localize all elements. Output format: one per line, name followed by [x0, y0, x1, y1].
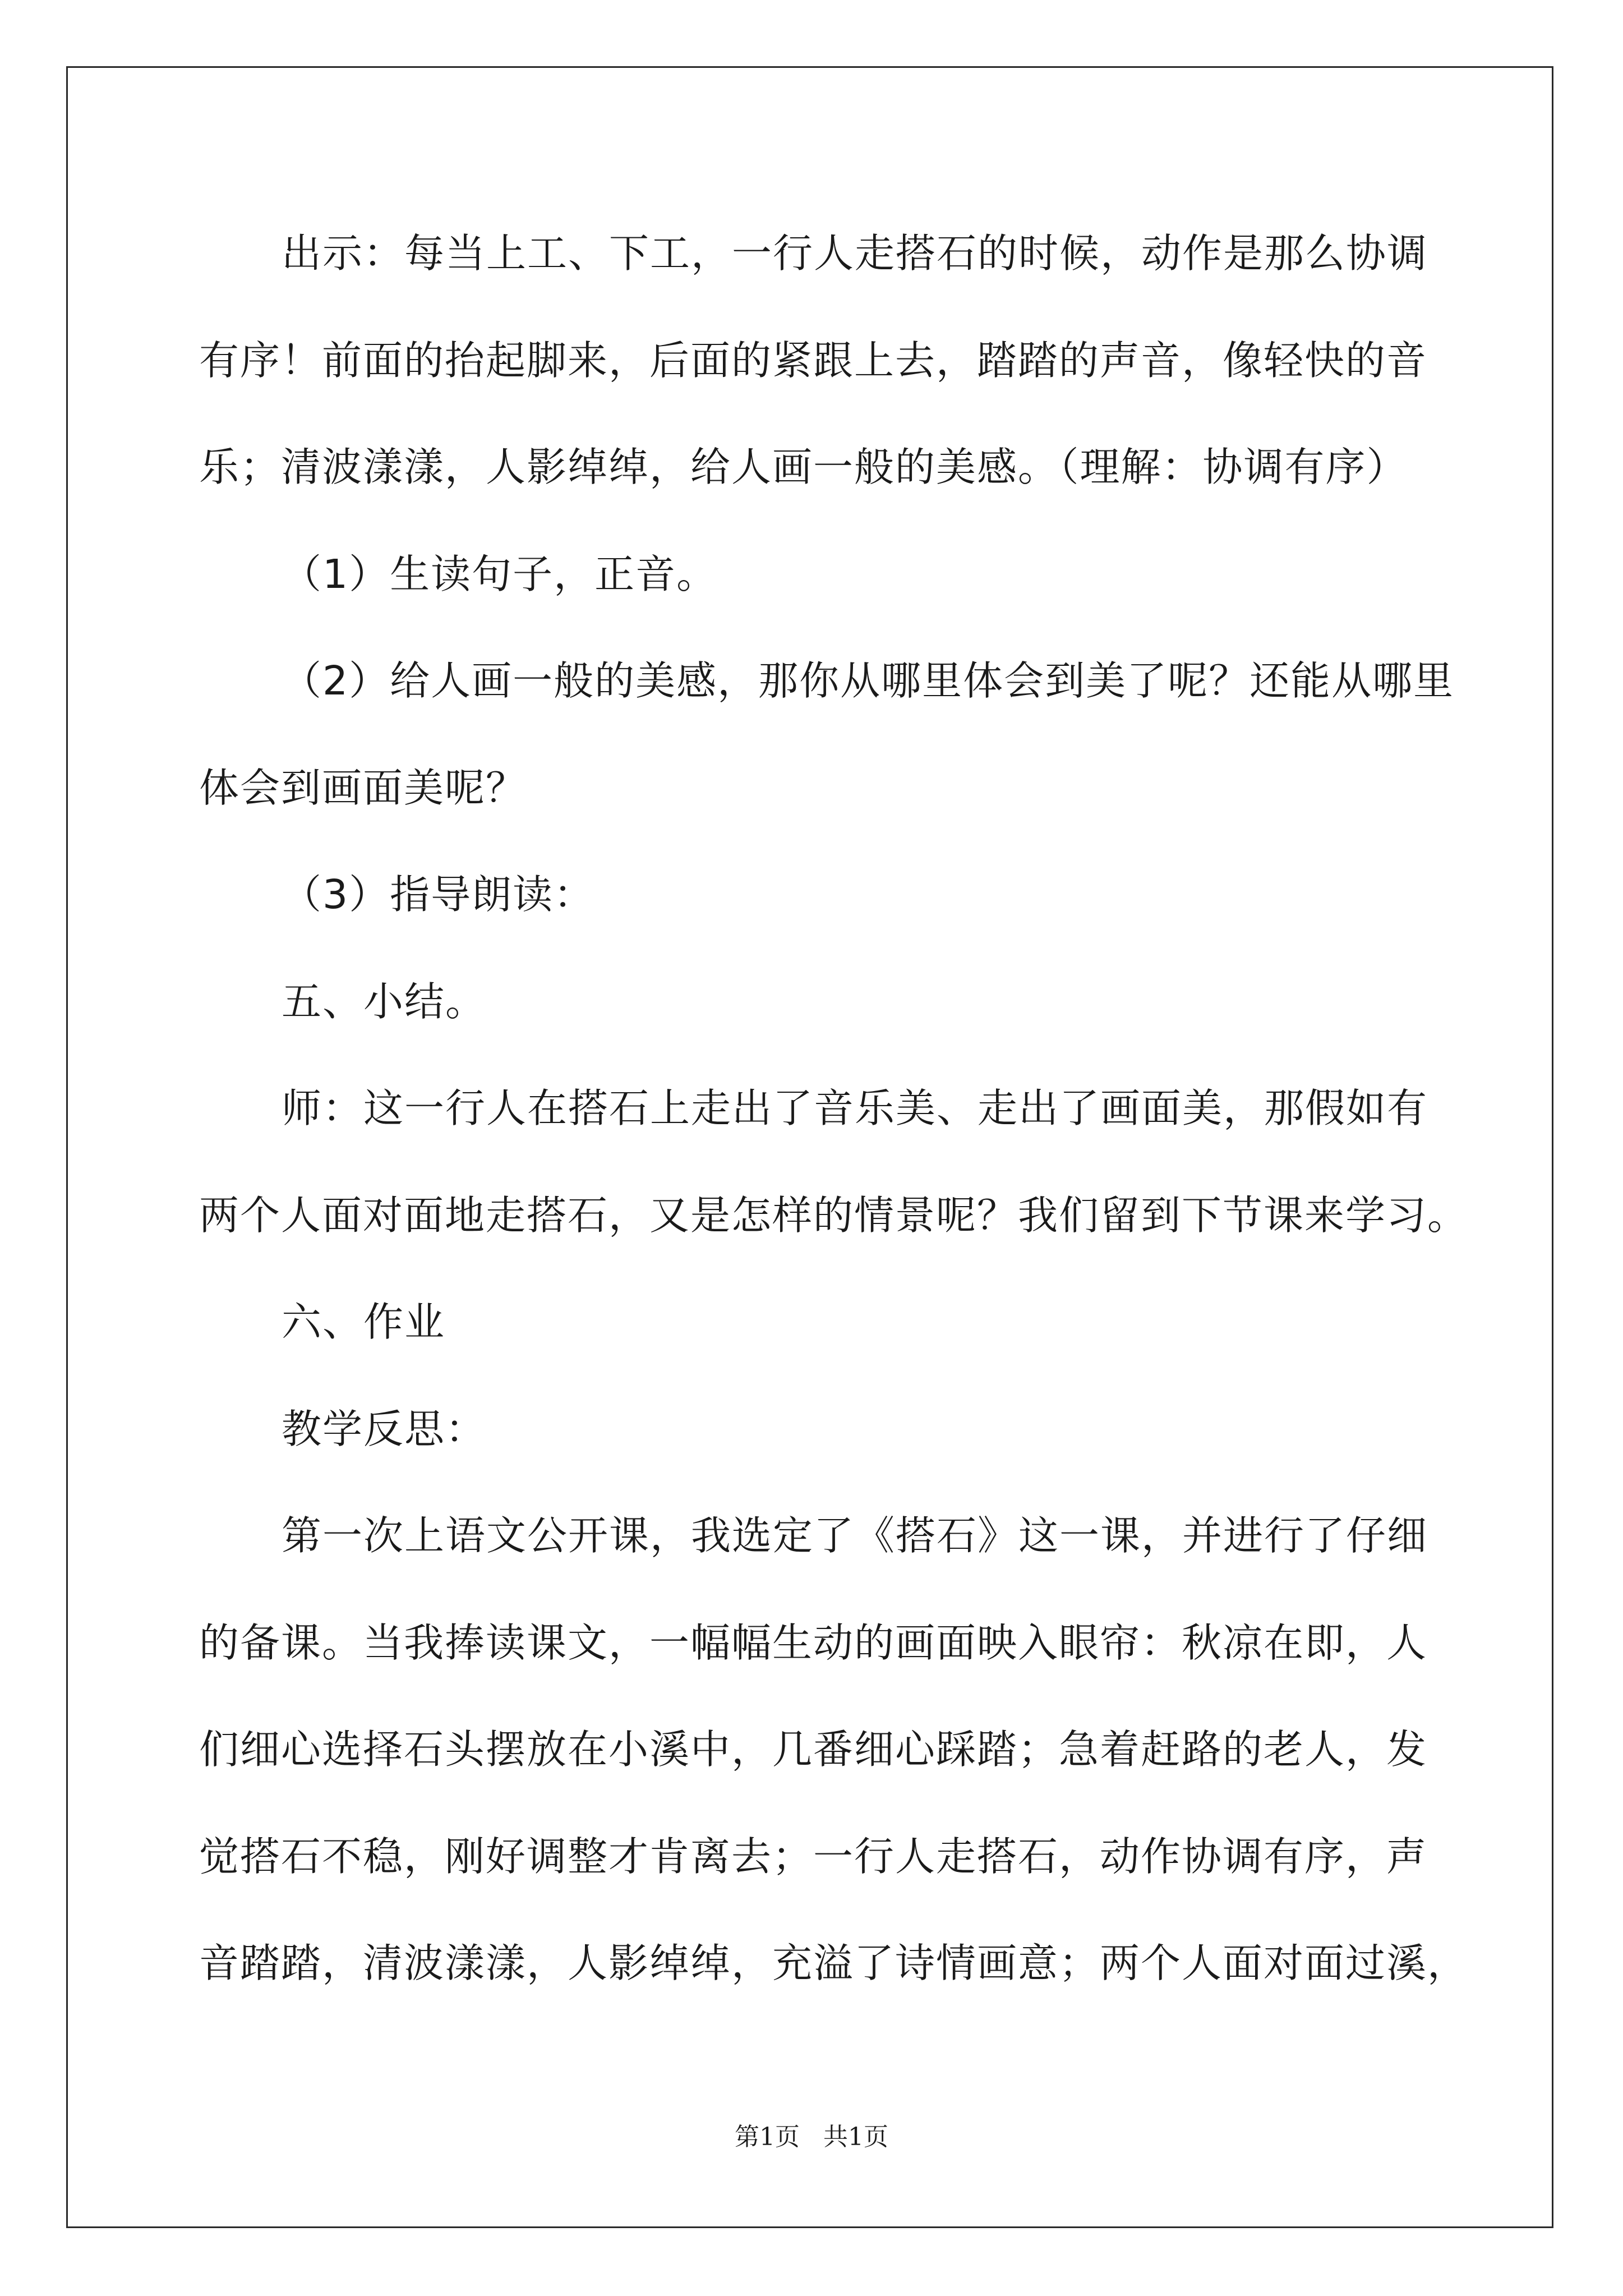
- paragraph-line: 的备课。当我捧读课文，一幅幅生动的画面映入眼帘：秋凉在即，人: [199, 1619, 1428, 1666]
- paragraph-line: 两个人面对面地走搭石，又是怎样的情景呢？我们留到下节课来学习。: [199, 1192, 1469, 1239]
- paragraph-line: 乐；清波漾漾，人影绰绰，给人画一般的美感。（理解：协调有序）: [199, 444, 1408, 490]
- paragraph-line: 觉搭石不稳，刚好调整才肯离去；一行人走搭石，动作协调有序，声: [199, 1833, 1428, 1880]
- paragraph-line: 第一次上语文公开课，我选定了《搭石》这一课，并进行了仔细: [282, 1512, 1428, 1559]
- page-border: [66, 66, 1553, 2228]
- page-footer: 第1页 共1页: [735, 2123, 888, 2151]
- section-heading: 五、小结。: [282, 978, 487, 1025]
- section-heading: 六、作业: [282, 1299, 446, 1345]
- paragraph-line: 体会到画面美呢？: [199, 765, 527, 811]
- paragraph-line: 们细心选择石头摆放在小溪中，几番细心踩踏；急着赶路的老人，发: [199, 1726, 1428, 1773]
- paragraph-line: 师：这一行人在搭石上走出了音乐美、走出了画面美，那假如有: [282, 1085, 1428, 1131]
- paragraph-line: 音踏踏，清波漾漾，人影绰绰，充溢了诗情画意；两个人面对面过溪，: [199, 1940, 1469, 1986]
- paragraph-line: （1）生读句子，正音。: [282, 551, 718, 597]
- section-heading: 教学反思：: [282, 1406, 487, 1452]
- paragraph-line: 出示：每当上工、下工，一行人走搭石的时候，动作是那么协调: [282, 230, 1428, 277]
- paragraph-line: （2）给人画一般的美感，那你从哪里体会到美了呢？还能从哪里: [282, 657, 1455, 704]
- paragraph-line: 有序！前面的抬起脚来，后面的紧跟上去，踏踏的声音，像轻快的音: [199, 337, 1428, 384]
- paragraph-line: （3）指导朗读：: [282, 871, 595, 918]
